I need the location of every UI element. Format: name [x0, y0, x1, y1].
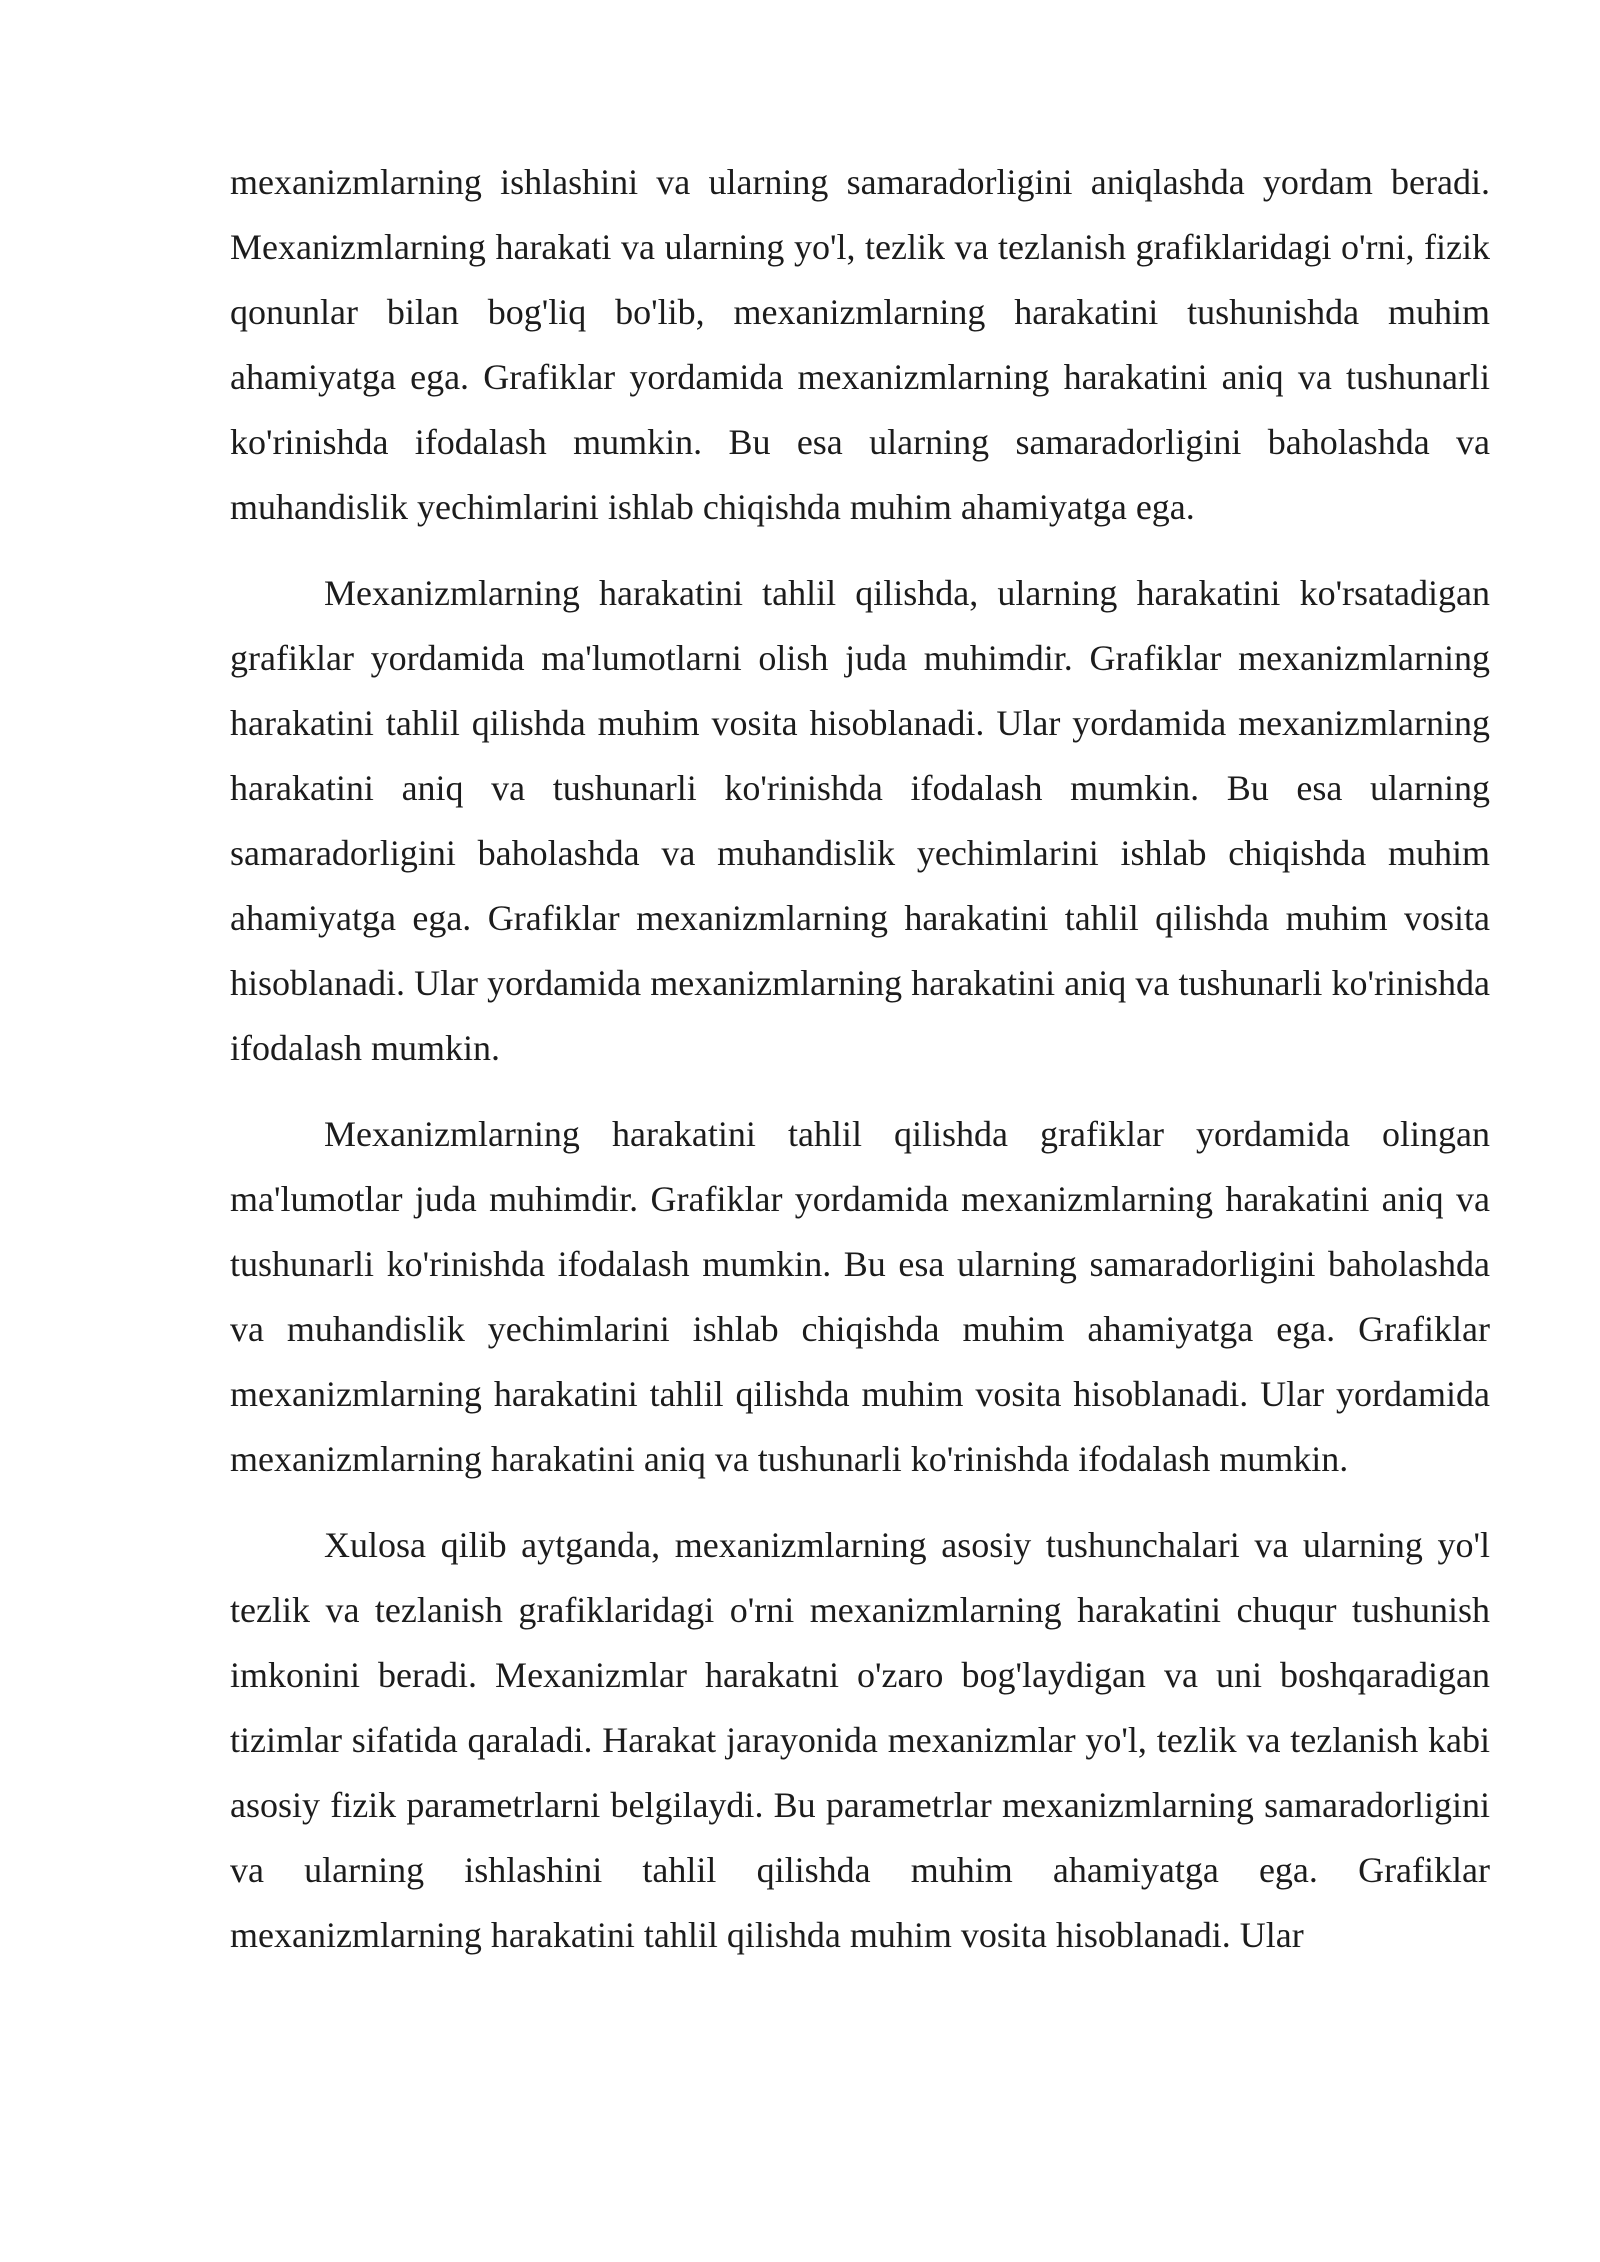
paragraph-analysis: Mexanizmlarning harakatini tahlil qilishda, ularning harakatini ko'rsatadigan grafiklar yordamida ma'lumotlarni olish juda muhimdir. Grafiklar mexanizmlarning harakatini tahlil qilishda muhim vosita hisoblanadi. Ular yordamida mexanizmlarning harakatini aniq va tushunarli ko'rinishda ifodalash mumkin. Bu esa ularning samaradorligini baholashda va muhandislik yechimlarini ishlab chiqishda muhim ahamiyatga ega. Grafiklar mexanizmlarning harakatini tahlil qilishda muhim vosita hisoblanadi. Ular yordamida mexanizmlarning harakatini aniq va tushunarli ko'rinishda ifodalash mumkin. [230, 573, 1490, 1068]
paragraph-conclusion: Xulosa qilib aytganda, mexanizmlarning asosiy tushunchalari va ularning yo'l tezlik va tezlanish grafiklaridagi o'rni mexanizmlarning harakatini chuqur tushunish imkonini beradi. Mexanizmlar harakatni o'zaro bog'laydigan va uni boshqaradigan tizimlar sifatida qaraladi. Harakat jarayonida mexanizmlar yo'l, tezlik va tezlanish kabi asosiy fizik parametrlarni belgilaydi. Bu parametrlar mexanizmlarning samaradorligini va ularning ishlashini tahlil qilishda muhim ahamiyatga ega. Grafiklar mexanizmlarning harakatini tahlil qilishda muhim vosita hisoblanadi. Ular [230, 1525, 1490, 1955]
document-body [230, 150, 1490, 1989]
paragraph-graph-data: Mexanizmlarning harakatini tahlil qilishda grafiklar yordamida olingan ma'lumotlar juda muhimdir. Grafiklar yordamida mexanizmlarning harakatini aniq va tushunarli ko'rinishda ifodalash mumkin. Bu esa ularning samaradorligini baholashda va muhandislik yechimlarini ishlab chiqishda muhim ahamiyatga ega. Grafiklar mexanizmlarning harakatini tahlil qilishda muhim vosita hisoblanadi. Ular yordamida mexanizmlarning harakatini aniq va tushunarli ko'rinishda ifodalash mumkin. [230, 1114, 1490, 1479]
paragraph-continuation: mexanizmlarning ishlashini va ularning samaradorligini aniqlashda yordam beradi. Mexanizmlarning harakati va ularning yo'l, tezlik va tezlanish grafiklaridagi o'rni, fizik qonunlar bilan bog'liq bo'lib, mexanizmlarning harakatini tushunishda muhim ahamiyatga ega. Grafiklar yordamida mexanizmlarning harakatini aniq va tushunarli ko'rinishda ifodalash mumkin. Bu esa ularning samaradorligini baholashda va muhandislik yechimlarini ishlab chiqishda muhim ahamiyatga ega. [230, 162, 1490, 527]
